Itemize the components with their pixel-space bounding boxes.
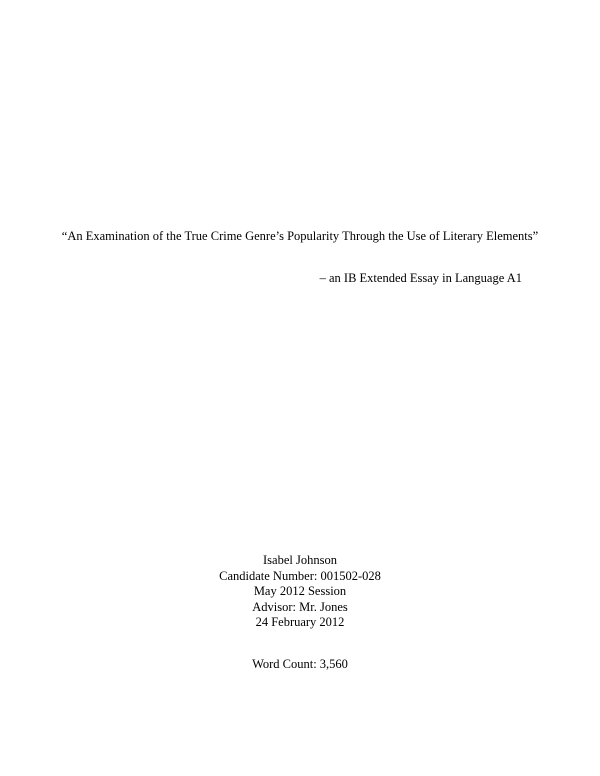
author-name: Isabel Johnson [263, 553, 337, 567]
essay-title: “An Examination of the True Crime Genre’s Popularity Through the Use of Literary Elements” [61, 229, 539, 243]
author-info-block [150, 553, 450, 631]
advisor-name: Advisor: Mr. Jones [252, 599, 348, 614]
essay-subtitle: – an IB Extended Essay in Language A1 [319, 271, 522, 285]
submission-date: 24 February 2012 [255, 615, 345, 629]
word-count: Word Count: 3,560 [252, 657, 348, 671]
candidate-number: Candidate Number: 001502-028 [219, 568, 381, 583]
exam-session: May 2012 Session [253, 584, 347, 598]
